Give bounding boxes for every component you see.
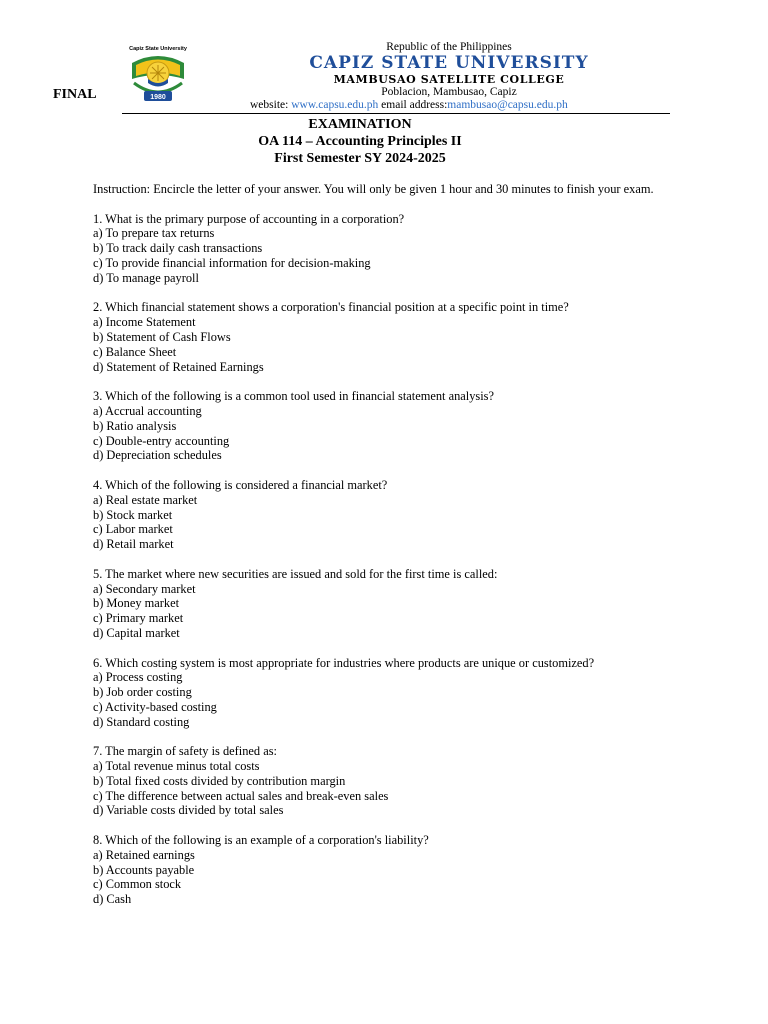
answer-option[interactable]: b) Accounts payable — [93, 862, 195, 877]
course-title: OA 114 – Accounting Principles II — [258, 134, 462, 149]
answer-option[interactable]: b) Total fixed costs divided by contribution margin — [93, 773, 346, 788]
logo-top-text: Capiz State University — [129, 46, 187, 52]
university-name: CAPIZ STATE UNIVERSITY — [309, 53, 589, 73]
question-item — [93, 300, 693, 374]
answer-option[interactable]: c) Labor market — [93, 522, 173, 537]
answer-option[interactable]: b) Ratio analysis — [93, 418, 177, 433]
answer-option[interactable]: d) Variable costs divided by total sales — [93, 803, 284, 818]
question-text: 4. Which of the following is considered a financial market? — [93, 477, 388, 492]
answer-option[interactable]: a) Secondary market — [93, 581, 196, 596]
answer-option[interactable]: c) Common stock — [93, 877, 182, 892]
letterhead — [248, 40, 650, 112]
contact-line — [248, 99, 650, 112]
question-text: 1. What is the primary purpose of accounting in a corporation? — [93, 211, 405, 226]
answer-option[interactable]: a) Total revenue minus total costs — [93, 759, 260, 774]
question-item — [93, 833, 693, 907]
question-item — [93, 389, 693, 463]
answer-option[interactable]: c) Activity-based costing — [93, 699, 217, 714]
answer-option[interactable]: c) Double-entry accounting — [93, 433, 230, 448]
final-label: FINAL — [53, 87, 97, 102]
answer-option[interactable]: a) Real estate market — [93, 492, 198, 507]
answer-option[interactable]: d) Depreciation schedules — [93, 448, 222, 463]
answer-option[interactable]: a) Retained earnings — [93, 847, 195, 862]
republic-line: Republic of the Philippines — [386, 41, 512, 53]
answer-option[interactable]: d) To manage payroll — [93, 270, 199, 285]
exam-title: EXAMINATION — [308, 117, 412, 132]
answer-option[interactable]: a) Income Statement — [93, 315, 196, 330]
answer-option[interactable]: d) Capital market — [93, 625, 180, 640]
email-link[interactable]: mambusao@capsu.edu.ph — [447, 99, 568, 111]
university-seal-icon — [124, 43, 192, 105]
exam-content — [93, 182, 693, 922]
college-address: Poblacion, Mambusao, Capiz — [381, 86, 517, 98]
answer-option[interactable]: d) Cash — [93, 892, 132, 907]
answer-option[interactable]: c) To provide financial information for decision-making — [93, 255, 371, 270]
email-label: email address: — [378, 99, 448, 111]
semester-title: First Semester SY 2024-2025 — [274, 151, 446, 166]
website-label: website: — [250, 99, 292, 111]
question-item — [93, 478, 693, 552]
question-text: 6. Which costing system is most appropriate for industries where products are unique or customized? — [93, 655, 595, 670]
answer-option[interactable]: d) Statement of Retained Earnings — [93, 359, 264, 374]
question-item — [93, 656, 693, 730]
question-text: 5. The market where new securities are issued and sold for the first time is called: — [93, 566, 498, 581]
instruction-text: Instruction: Encircle the letter of your answer. You will only be given 1 hour and 30 minutes to finish your exam. — [93, 182, 654, 196]
answer-option[interactable]: d) Retail market — [93, 537, 174, 552]
answer-option[interactable]: b) To track daily cash transactions — [93, 241, 263, 256]
website-link[interactable]: www.capsu.edu.ph — [291, 99, 379, 111]
answer-option[interactable]: a) To prepare tax returns — [93, 226, 215, 241]
answer-option[interactable]: c) Primary market — [93, 611, 184, 626]
question-text: 3. Which of the following is a common tool used in financial statement analysis? — [93, 389, 495, 404]
question-text: 7. The margin of safety is defined as: — [93, 744, 277, 759]
answer-option[interactable]: c) Balance Sheet — [93, 344, 177, 359]
question-item — [93, 567, 693, 641]
question-text: 2. Which financial statement shows a corporation's financial position at a specific point in time? — [93, 300, 569, 315]
college-name: MAMBUSAO SATELLITE COLLEGE — [333, 73, 565, 86]
answer-option[interactable]: a) Process costing — [93, 670, 183, 685]
answer-option[interactable]: b) Stock market — [93, 507, 173, 522]
answer-option[interactable]: c) The difference between actual sales and break-even sales — [93, 788, 389, 803]
answer-option[interactable]: a) Accrual accounting — [93, 403, 202, 418]
answer-option[interactable]: d) Standard costing — [93, 714, 190, 729]
question-item — [93, 744, 693, 818]
exam-title-block — [200, 116, 520, 167]
answer-option[interactable]: b) Job order costing — [93, 685, 192, 700]
logo-year: 1980 — [150, 94, 166, 101]
question-item — [93, 212, 693, 286]
question-list — [93, 212, 693, 907]
question-text: 8. Which of the following is an example of a corporation's liability? — [93, 833, 429, 848]
header-divider — [122, 113, 670, 114]
answer-option[interactable]: b) Statement of Cash Flows — [93, 329, 231, 344]
answer-option[interactable]: b) Money market — [93, 596, 180, 611]
